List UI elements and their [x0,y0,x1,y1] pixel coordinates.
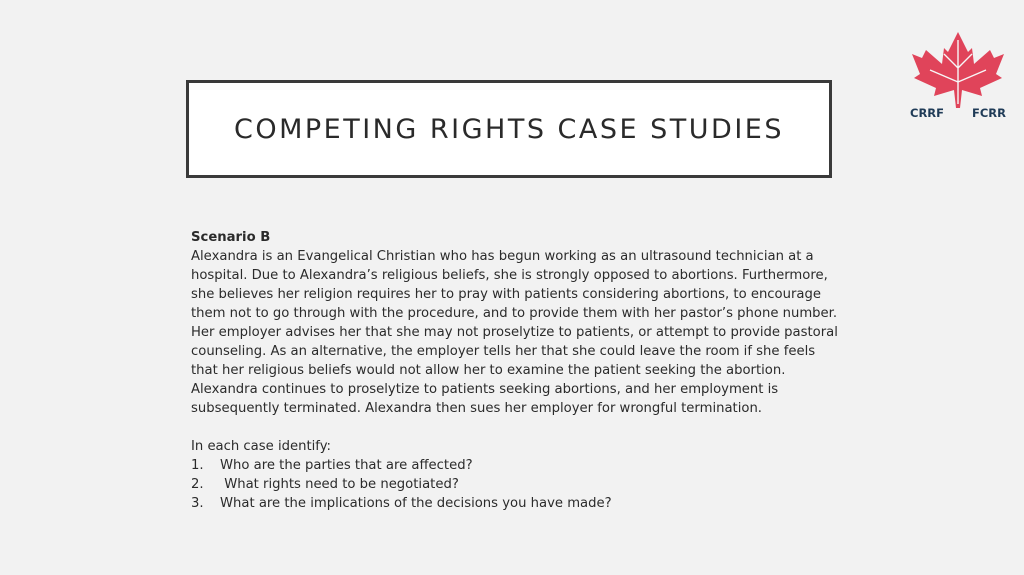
list-item [191,456,841,475]
list-item-text: What rights need to be negotiated? [220,477,459,492]
logo-right-text: FCRR [971,106,1006,120]
list-item-text: What are the implications of the decisions you have made? [220,496,612,511]
list-item-number: 3. [191,496,204,511]
title-box [186,80,832,178]
list-item-number: 2. [191,477,204,492]
list-item-text: Who are the parties that are affected? [220,458,473,473]
slide-title: COMPETING RIGHTS CASE STUDIES [233,113,784,145]
instructions-list [191,456,841,513]
maple-leaf-icon [910,30,1006,110]
spacer [191,418,841,437]
list-item [191,494,841,513]
logo-left-text: CRRF [910,106,945,120]
crrf-logo [910,30,1006,122]
instructions-intro: In each case identify: [191,439,331,454]
slide-content [191,228,841,513]
scenario-heading: Scenario B [191,230,271,245]
scenario-body: Alexandra is an Evangelical Christian who has begun working as an ultrasound technician at a hospital. Due to Alexandra’s religious beliefs, she is strongly opposed to abortions. Furthermore, she believes her religion requires her to pray with patients considering abortions, to encourage them not to go through with the procedure, and to provide them with her pastor’s phone number. Her employer advises her that she may not proselytize to patients, or attempt to provide pastoral counseling. As an alternative, the employer tells her that she could leave the room if she feels that her religious beliefs would not allow her to examine the patient seeking the abortion. Alexandra continues to proselytize to patients seeking abortions, and her employment is subsequently terminated. Alexandra then sues her employer for wrongful termination. [191,249,838,416]
logo-text [910,106,1006,120]
list-item [191,475,841,494]
list-item-number: 1. [191,458,204,473]
